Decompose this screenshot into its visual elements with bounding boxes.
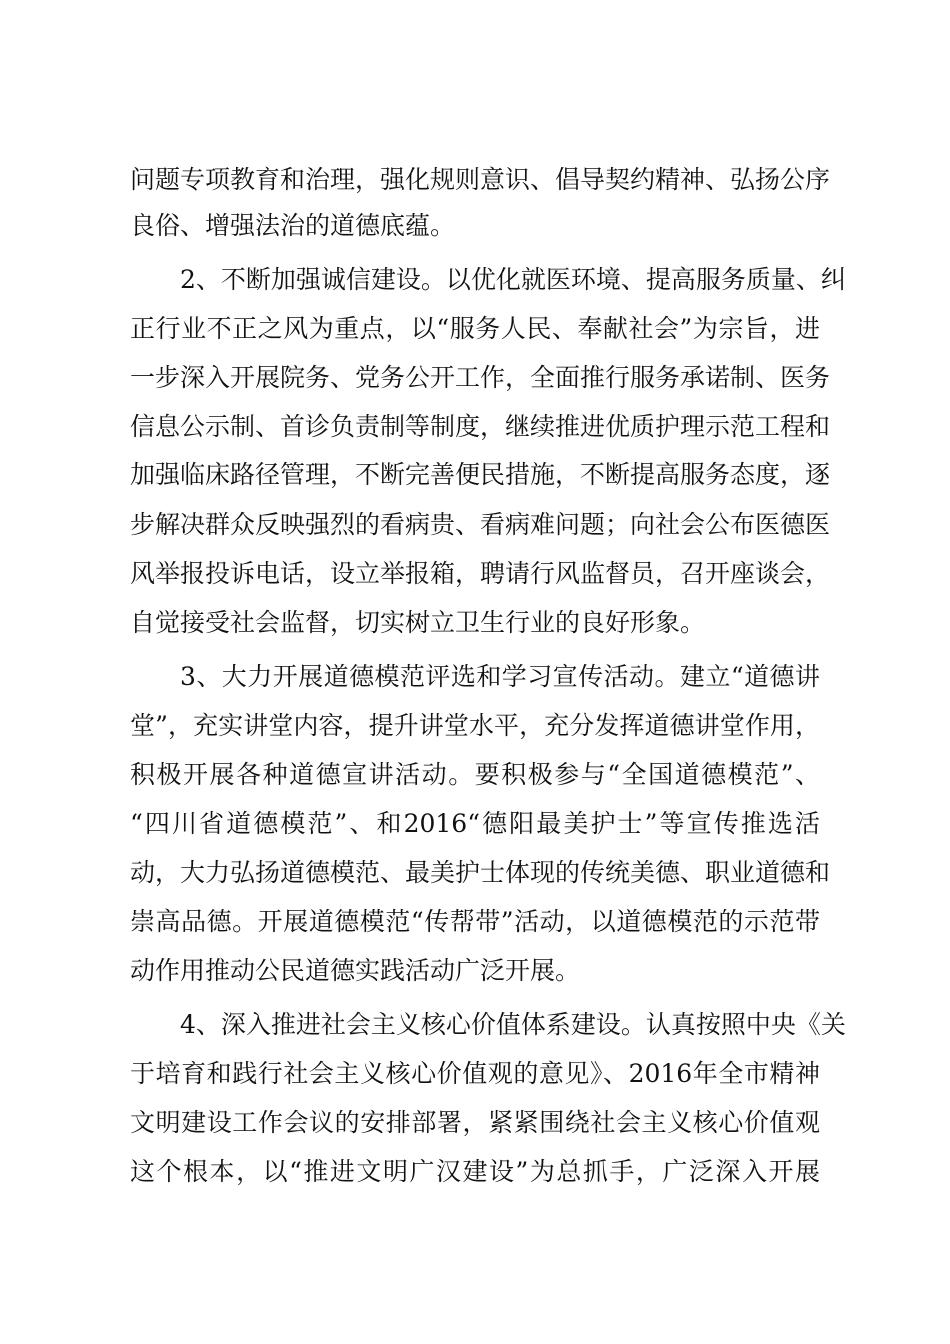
text-line: “四川省道德模范”、和2016“德阳最美护士”等宣传推选活 (130, 809, 820, 838)
text-line: 步解决群众反映强烈的看病贵、看病难问题；向社会公布医德医 (130, 510, 831, 539)
text-line: 信息公示制、首诊负责制等制度，继续推进优质护理示范工程和 (130, 412, 831, 441)
text-line: 2、不断加强诚信建设。以优化就医环境、提高服务质量、纠 (180, 265, 846, 294)
text-line: 问题专项教育和治理，强化规则意识、倡导契约精神、弘扬公序 (130, 165, 831, 194)
text-line: 这个根本，以“推进文明广汉建设”为总抓手，广泛深入开展 (130, 1157, 820, 1186)
text-line: 文明建设工作会议的安排部署，紧紧围绕社会主义核心价值观 (130, 1108, 820, 1137)
text-line: 良俗、增强法治的道德底蕴。 (130, 211, 456, 240)
text-line: 加强临床路径管理，不断完善便民措施，不断提高服务态度，逐 (130, 460, 831, 489)
text-line: 堂”，充实讲堂内容，提升讲堂水平，充分发挥道德讲堂作用， (130, 711, 820, 740)
text-line: 4、深入推进社会主义核心价值体系建设。认真按照中央《关 (180, 1010, 846, 1039)
text-line: 积极开展各种道德宣讲活动。要积极参与“全国道德模范”、 (130, 760, 820, 789)
text-line: 风举报投诉电话，设立举报箱，聘请行风监督员，召开座谈会， (130, 559, 831, 588)
text-line: 于培育和践行社会主义核心价值观的意见》、2016年全市精神 (130, 1059, 820, 1088)
text-line: 3、大力开展道德模范评选和学习宣传活动。建立“道德讲 (180, 662, 820, 691)
text-line: 一步深入开展院务、党务公开工作，全面推行服务承诺制、医务 (130, 363, 831, 392)
text-line: 动，大力弘扬道德模范、最美护士体现的传统美德、职业道德和 (130, 858, 831, 887)
text-line: 动作用推动公民道德实践活动广泛开展。 (130, 956, 581, 985)
text-line: 自觉接受社会监督，切实树立卫生行业的良好形象。 (130, 608, 706, 637)
text-line: 崇高品德。开展道德模范“传帮带”活动，以道德模范的示范带 (130, 907, 820, 936)
text-line: 正行业不正之风为重点，以“服务人民、奉献社会”为宗旨，进 (130, 314, 820, 343)
